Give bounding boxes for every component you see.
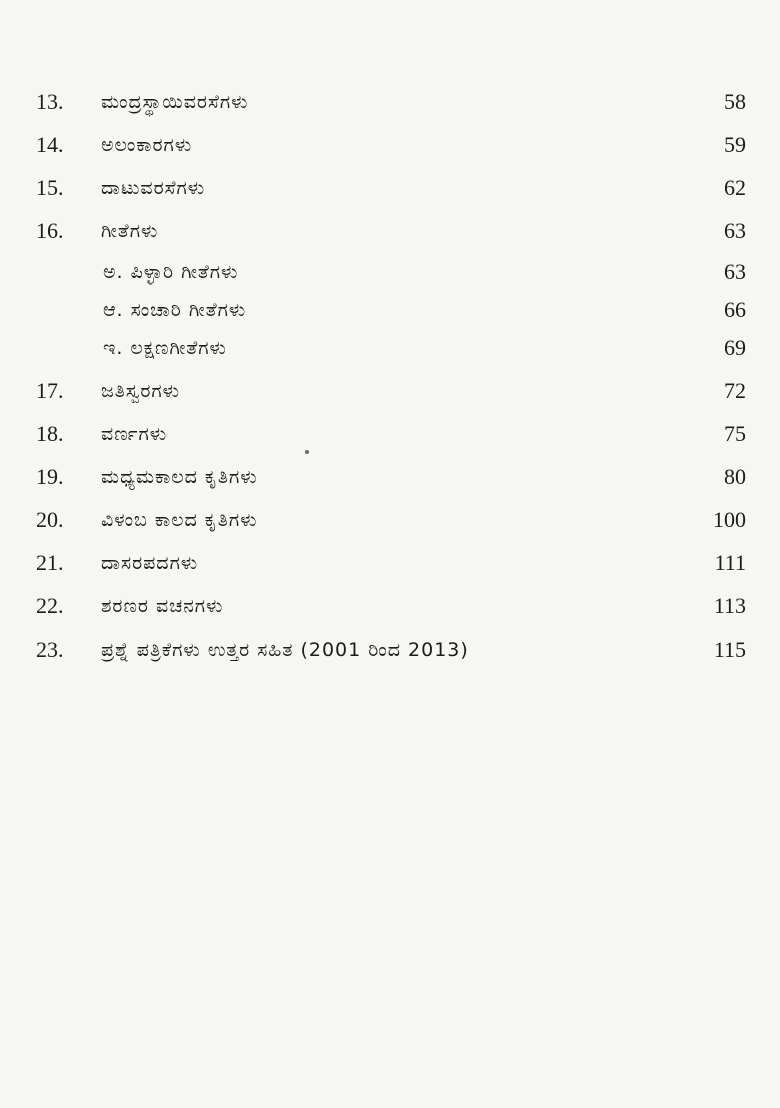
- toc-entry-number: 20.: [36, 507, 64, 532]
- toc-entry-number: 16.: [36, 218, 64, 243]
- toc-entry-number: 19.: [36, 464, 64, 489]
- toc-entry: [0, 590, 780, 622]
- toc-entry-page: 75: [724, 421, 746, 446]
- toc-entry: [0, 504, 780, 536]
- toc-subentry-title: ಆ. ಸಂಚಾರಿ ಗೀತೆಗಳು: [103, 299, 247, 321]
- toc-entry-number: 23.: [36, 637, 64, 662]
- toc-entry-number: 13.: [36, 89, 64, 114]
- toc-subentry-title: ಅ. ಪಿಳ್ಳಾರಿ ಗೀತೆಗಳು: [103, 261, 239, 283]
- toc-entry-number: 17.: [36, 378, 64, 403]
- toc-entry-title: ದಾಟುವರಸೆಗಳು: [101, 177, 206, 199]
- toc-entry-page: 111: [714, 550, 746, 575]
- toc-entry-number: 14.: [36, 132, 64, 157]
- toc-subentry: [0, 294, 780, 326]
- toc-entry: [0, 634, 780, 666]
- toc-entry-title: ಪ್ರಶ್ನೆ ಪತ್ರಿಕೆಗಳು ಉತ್ತರ ಸಹಿತ (2001 ರಿಂದ 2013): [101, 639, 469, 661]
- toc-subentry-title: ಇ. ಲಕ್ಷಣಗೀತೆಗಳು: [103, 337, 227, 359]
- toc-entry: [0, 86, 780, 118]
- toc-entry-number: 22.: [36, 593, 64, 618]
- toc-entry-page: 100: [713, 507, 746, 532]
- toc-subentry: [0, 332, 780, 364]
- toc-entry-page: 80: [724, 464, 746, 489]
- toc-entry-title: ಗೀತೆಗಳು: [101, 220, 159, 242]
- toc-entry: [0, 172, 780, 204]
- toc-entry: [0, 215, 780, 247]
- toc-subentry: [0, 256, 780, 288]
- toc-entry-title: ವಿಳಂಬ ಕಾಲದ ಕೃತಿಗಳು: [101, 509, 258, 531]
- toc-entry-page: 113: [713, 593, 746, 618]
- toc-entry-page: 59: [724, 132, 746, 157]
- toc-entry: [0, 129, 780, 161]
- toc-entry-title: ಶರಣರ ವಚನಗಳು: [101, 595, 224, 617]
- toc-entry-page: 58: [724, 89, 746, 114]
- toc-entry-title: ಮಧ್ಯಮಕಾಲದ ಕೃತಿಗಳು: [101, 466, 258, 488]
- toc-entry-page: 115: [713, 637, 746, 662]
- toc-entry-title: ಜತಿಸ್ವರಗಳು: [101, 380, 181, 402]
- toc-entry-number: 18.: [36, 421, 64, 446]
- toc-entry: [0, 461, 780, 493]
- toc-entry-title: ಅಲಂಕಾರಗಳು: [101, 134, 193, 156]
- toc-entry-title: ಮಂದ್ರಸ್ಥಾಯಿವರಸೆಗಳು: [101, 91, 249, 113]
- toc-entry: [0, 418, 780, 450]
- toc-entry-title: ವರ್ಣಗಳು: [101, 423, 168, 445]
- toc-entry-title: ದಾಸರಪದಗಳು: [101, 552, 199, 574]
- print-speck: [305, 450, 309, 454]
- toc-entry: [0, 547, 780, 579]
- toc-entry: [0, 375, 780, 407]
- toc-entry-page: 63: [724, 218, 746, 243]
- toc-entry-number: 15.: [36, 175, 64, 200]
- toc-entry-page: 66: [724, 297, 746, 322]
- toc-entry-number: 21.: [36, 550, 64, 575]
- toc-entry-page: 62: [724, 175, 746, 200]
- toc-entry-page: 63: [724, 259, 746, 284]
- toc-entry-page: 69: [724, 335, 746, 360]
- toc-entry-page: 72: [724, 378, 746, 403]
